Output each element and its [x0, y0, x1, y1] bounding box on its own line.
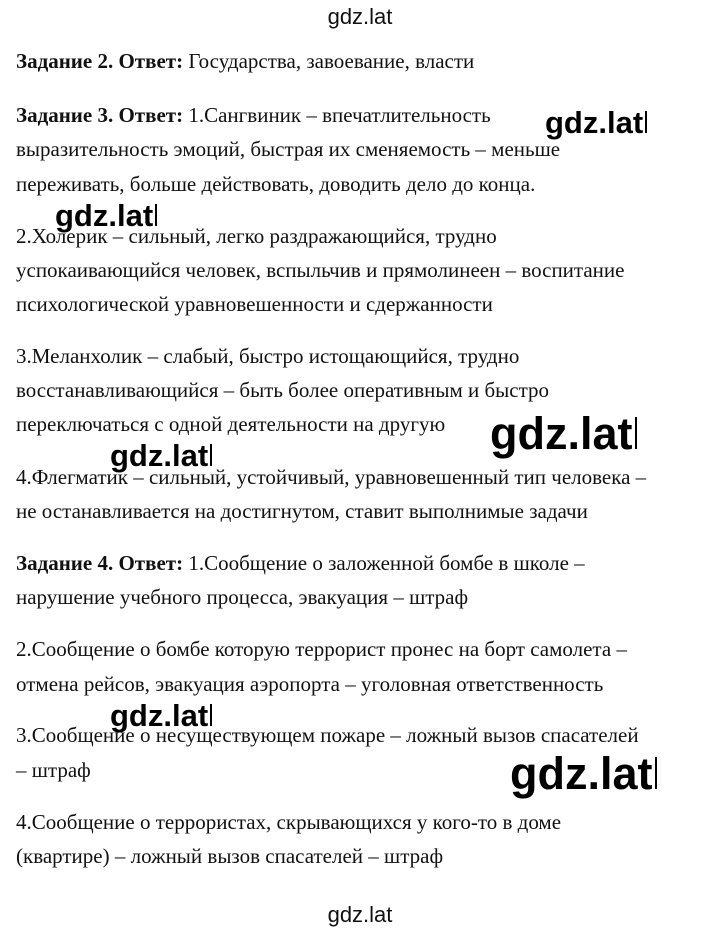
task3-line-3: переживать, больше действовать, доводить дело до конца.: [16, 172, 536, 196]
task4-label: Задание 4. Ответ:: [16, 551, 184, 575]
watermark-overlay: gdz.lat: [110, 440, 212, 472]
task3-line-5: успокаивающийся человек, вспыльчив и прямолинеен – воспитание: [16, 258, 625, 282]
task3-line-10: 4.Флегматик – сильный, устойчивый, уравновешенный тип человека –: [16, 465, 647, 489]
task4-line-7: 4.Сообщение о террористах, скрывающихся у кого-то в доме: [16, 810, 562, 834]
watermark-overlay: gdz.lat: [510, 751, 657, 797]
task3-line-7: 3.Меланхолик – слабый, быстро истощающийся, трудно: [16, 344, 520, 368]
footer-watermark: gdz.lat: [327, 902, 393, 927]
task3-text-1: 1.Сангвиник – впечатлительность: [183, 103, 491, 127]
task4-line-6: – штраф: [16, 758, 91, 782]
task3-line-9: переключаться с одной деятельности на другую: [16, 412, 446, 436]
task4-line-4: отмена рейсов, эвакуация аэропорта – уголовная ответственность: [16, 672, 604, 696]
task2-label: Задание 2. Ответ:: [16, 49, 184, 73]
task3-line-8: восстанавливающийся – быть более оперативным и быстро: [16, 378, 550, 402]
watermark-overlay: gdz.lat: [55, 200, 157, 232]
task2-paragraph: [16, 48, 474, 74]
watermark-overlay: gdz.lat: [545, 107, 647, 139]
task3-line-1: [16, 102, 491, 128]
task4-line-3: 2.Сообщение о бомбе которую террорист пронес на борт самолета –: [16, 637, 627, 661]
task3-line-6: психологической уравновешенности и сдержанности: [16, 292, 493, 316]
task2-text: Государства, завоевание, власти: [183, 49, 475, 73]
task3-line-11: не останавливается на достигнутом, ставит выполнимые задачи: [16, 499, 588, 523]
task3-line-4: 2.Холерик – сильный, легко раздражающийся, трудно: [16, 224, 497, 248]
watermark-overlay: gdz.lat: [490, 411, 637, 457]
watermark-overlay: gdz.lat: [110, 700, 212, 732]
task4-line-5: 3.Сообщение о несуществующем пожаре – ложный вызов спасателей: [16, 723, 639, 747]
task4-line-1: [16, 550, 585, 576]
task4-line-8: (квартире) – ложный вызов спасателей – штраф: [16, 844, 444, 868]
task4-text-1: 1.Сообщение о заложенной бомбе в школе –: [183, 551, 585, 575]
task3-line-2: выразительность эмоций, быстрая их сменяемость – меньше: [16, 137, 561, 161]
task4-line-2: нарушение учебного процесса, эвакуация – штраф: [16, 585, 469, 609]
header-watermark: gdz.lat: [327, 4, 393, 29]
task3-label: Задание 3. Ответ:: [16, 103, 184, 127]
